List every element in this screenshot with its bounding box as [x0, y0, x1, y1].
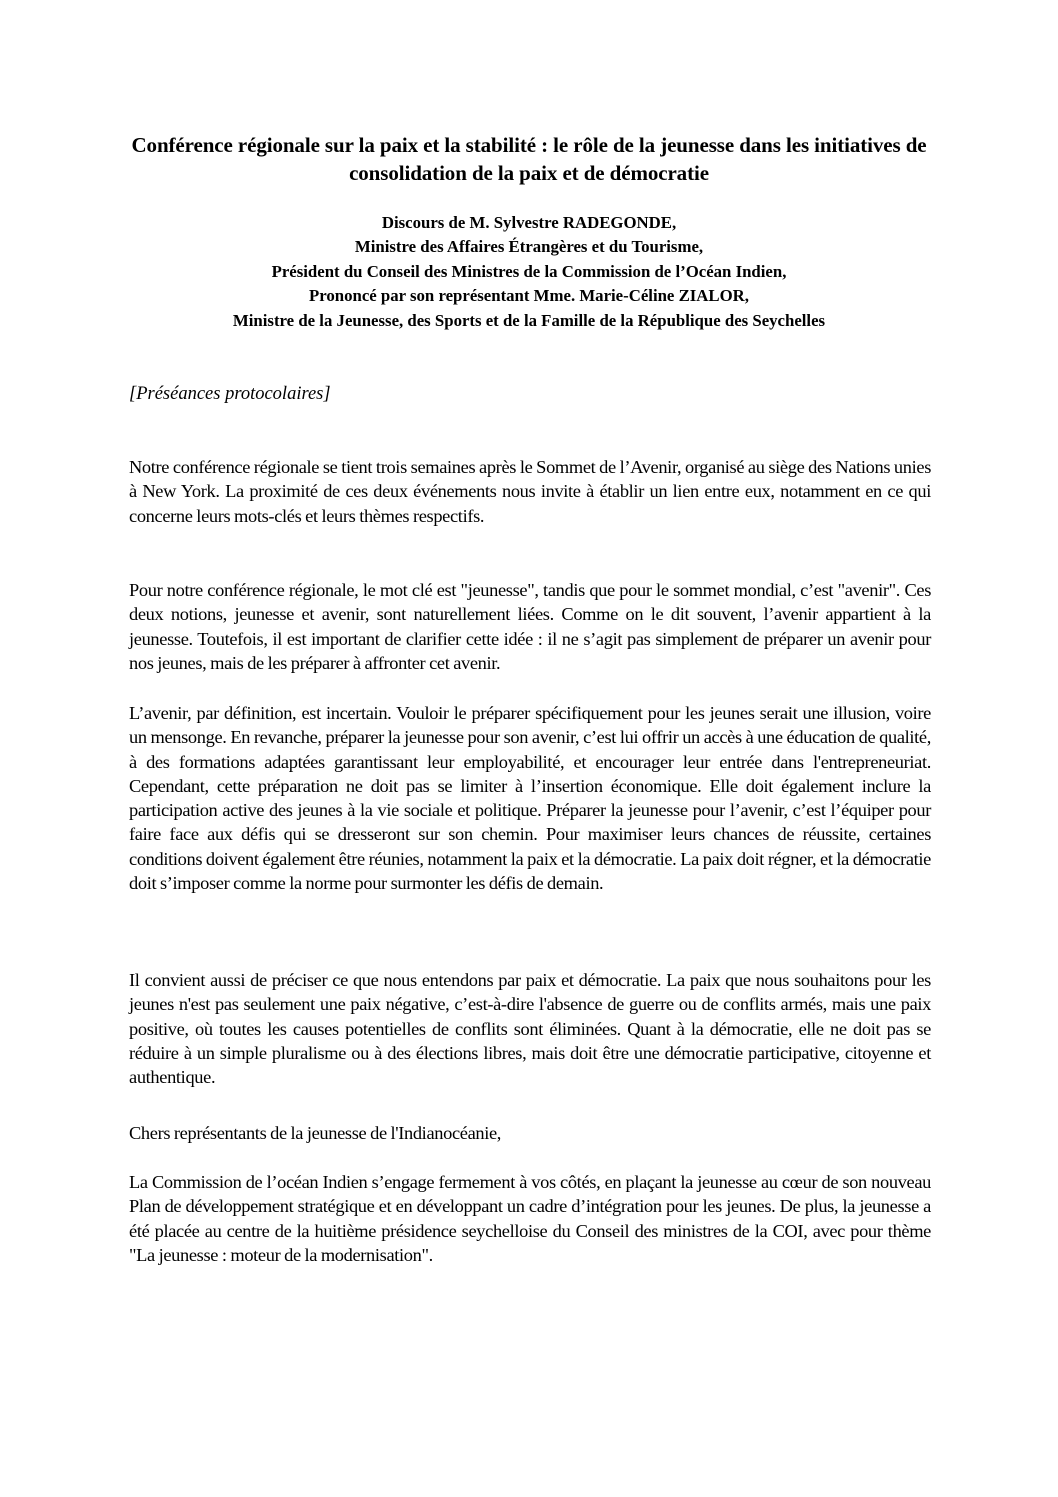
salutation: Chers représentants de la jeunesse de l'Indianocéanie, — [129, 1123, 502, 1143]
byline-line-presidency: Président du Conseil des Ministres de la Commission de l’Océan Indien, — [271, 261, 787, 281]
speech-byline — [120, 211, 938, 333]
paragraph: Il convient aussi de préciser ce que nous entendons par paix et démocratie. La paix que nous souhaitons pour les jeunes n'est pas seulement une paix négative, c’est-à-dire l'absence de guerre ou de conflits armés, mais une paix positive, où toutes les causes potentielles de conflits sont éliminées. Quant à la démocratie, elle ne doit pas se réduire à un simple pluralisme ou à des élections libres, mais doit être une démocratie participative, citoyenne et authentique. — [129, 970, 931, 1088]
document-title: Conférence régionale sur la paix et la stabilité : le rôle de la jeunesse dans les initiatives de consolidation de la paix et de démocratie — [131, 133, 927, 185]
paragraph: L’avenir, par définition, est incertain. Vouloir le préparer spécifiquement pour les jeunes serait une illusion, voire un mensonge. En revanche, préparer la jeunesse pour son avenir, c’est lui offrir un accès à une éducation de qualité, à des formations adaptées garantissant leur employabilité, et encourager leur entrée dans l'entrepreneuriat. Cependant, cette préparation ne doit pas se limiter à l’insertion économique. Elle doit également inclure la participation active des jeunes à la vie sociale et politique. Préparer la jeunesse pour l’avenir, c’est l’équiper pour faire face aux défis qui se dresseront sur son chemin. Pour maximiser leurs chances de réussite, certaines conditions doivent également être réunies, notamment la paix et la démocratie. La paix doit régner, et la démocratie doit s’imposer comme la norme pour surmonter les défis de demain. — [129, 703, 931, 894]
paragraph: Pour notre conférence régionale, le mot clé est "jeunesse", tandis que pour le sommet mondial, c’est "avenir". Ces deux notions, jeunesse et avenir, sont naturellement liées. Comme on le dit souvent, l’avenir appartient à la jeunesse. Toutefois, il est important de clarifier cette idée : il ne s’agit pas simplement de préparer un avenir pour nos jeunes, mais de les préparer à affronter cet avenir. — [129, 580, 931, 673]
paragraph: Notre conférence régionale se tient trois semaines après le Sommet de l’Avenir, organisé au siège des Nations unies à New York. La proximité de ces deux événements nous invite à établir un lien entre eux, notamment en ce qui concerne leurs mots-clés et leurs thèmes respectifs. — [129, 457, 931, 526]
byline-line-delivered-by: Prononcé par son représentant Mme. Marie-Céline ZIALOR, — [309, 286, 749, 306]
byline-line-speaker: Discours de M. Sylvestre RADEGONDE, — [381, 213, 677, 232]
byline-line-representative-role: Ministre de la Jeunesse, des Sports et de la Famille de la République des Seychelles — [232, 310, 826, 330]
protocol-note: [Préséances protocolaires] — [129, 384, 331, 404]
byline-line-ministry: Ministre des Affaires Étrangères et du Tourisme, — [354, 237, 704, 257]
paragraph: La Commission de l’océan Indien s’engage fermement à vos côtés, en plaçant la jeunesse au cœur de son nouveau Plan de développement stratégique et en développant un cadre d’intégration pour les jeunes. De plus, la jeunesse a été placée au centre de la huitième présidence seychelloise du Conseil des ministres de la COI, avec pour thème "La jeunesse : moteur de la modernisation". — [129, 1172, 931, 1265]
